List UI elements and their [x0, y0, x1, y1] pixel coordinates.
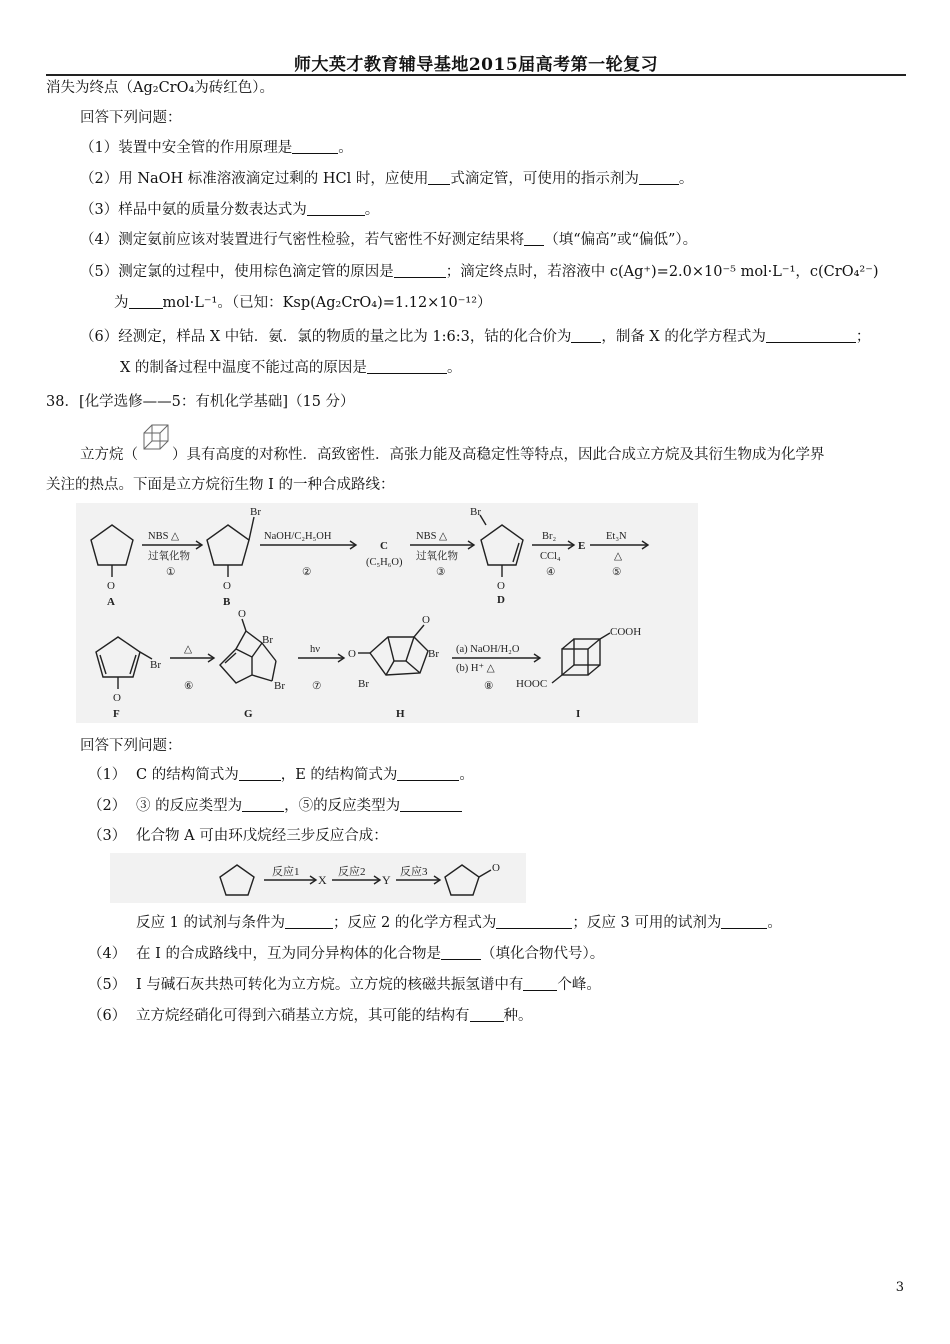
sub-number: （4） — [88, 946, 127, 962]
step6-number: ⑥ — [184, 681, 194, 692]
answer-blank[interactable] — [496, 914, 572, 929]
step4-number: ④ — [546, 567, 556, 578]
q37-continuation: 消失为终点（Ag₂CrO₄为砖红色）。 — [46, 80, 275, 96]
cyclopentane-ring — [220, 865, 254, 895]
step5-condition: △ — [614, 551, 623, 562]
q37-part6-text-b: ，制备 X 的化学方程式为 — [601, 329, 766, 345]
atom-Br: Br — [428, 648, 439, 660]
reaction3-label: 反应3 — [400, 866, 428, 878]
q38-sub3-text-b: ；反应 2 的化学方程式为 — [332, 915, 497, 931]
answer-blank[interactable] — [428, 170, 450, 185]
cyclopentanone-ring — [445, 865, 479, 895]
step8-number: ⑧ — [484, 681, 494, 692]
q37-part5 — [80, 262, 879, 282]
q38-intro-text-a: 立方烷（ — [80, 447, 138, 463]
q37-part2: （2）用 NaOH 标准溶液滴定过剩的 HCl 时，应使用 式滴定管，可使用的指示剂为 。 — [80, 171, 694, 187]
step3-reagent: NBS △ — [416, 531, 448, 542]
q38-sub6-text-a: 立方烷经硝化可得到六硝基立方烷，其可能的结构有 — [136, 1008, 470, 1024]
q37-part3-text: （3）样品中氨的质量分数表达式为 — [80, 202, 307, 218]
step7-reagent: hν — [310, 644, 320, 655]
sub-number: （3） — [88, 828, 127, 844]
q38-sub1-text-a: C 的结构简式为 — [136, 767, 239, 783]
cubane-icon — [138, 445, 172, 459]
answer-blank[interactable] — [394, 263, 446, 278]
step1-reagent: NBS △ — [148, 531, 180, 542]
sub-number: （5） — [88, 977, 127, 993]
answer-blank[interactable] — [470, 1007, 504, 1022]
answer-blank[interactable] — [285, 914, 333, 929]
cooh-group: COOH — [610, 626, 642, 638]
q38-sub3-text-a: 反应 1 的试剂与条件为 — [136, 915, 285, 931]
q38-intro-line2: 关注的热点。下面是立方烷衍生物 I 的一种合成路线： — [46, 477, 395, 493]
label-F: F — [113, 708, 120, 720]
atom-Br: Br — [150, 659, 161, 671]
atom-O: O — [238, 608, 246, 620]
answer-blank[interactable] — [129, 294, 163, 309]
atom-O: O — [107, 580, 115, 592]
compound-D-ring — [481, 525, 523, 565]
step8-reagent: (a) NaOH/H₂O — [456, 644, 520, 655]
intermediate-X: X — [318, 873, 327, 887]
answer-blank[interactable] — [571, 328, 601, 343]
label-H: H — [396, 708, 405, 720]
atom-O: O — [113, 692, 121, 704]
q38-sub4-text-b: （填化合物代号）。 — [480, 946, 605, 962]
q38-sub3-answers: 反应 1 的试剂与条件为 ；反应 2 的化学方程式为 ；反应 3 可用的试剂为 。 — [136, 915, 782, 931]
answer-blank[interactable] — [721, 914, 767, 929]
step3-number: ③ — [436, 567, 446, 578]
label-G: G — [244, 708, 253, 720]
q37-part1: （1）装置中安全管的作用原理是 。 — [80, 140, 353, 156]
q37-part4 — [80, 230, 697, 250]
q38-sub3-text-c: ；反应 3 可用的试剂为 — [572, 915, 722, 931]
q37-part5-text-b: ；滴定终点时，若溶液中 c(Ag⁺)=2.0×10⁻⁵ mol·L⁻¹，c(CrO₄²⁻) — [445, 264, 879, 280]
compound-H — [370, 637, 428, 675]
q38-sub3 — [88, 826, 388, 846]
label-A: A — [107, 596, 115, 608]
hooc-group: HOOC — [516, 678, 548, 690]
q38-sub5-text-a: I 与碱石灰共热可转化为立方烷。立方烷的核磁共振氢谱中有 — [136, 977, 524, 993]
page-number: 3 — [895, 1280, 904, 1295]
q37-part4-text-a: （4）测定氨前应该对装置进行气密性检验，若气密性不好测定结果将 — [80, 232, 525, 248]
atom-O: O — [422, 614, 430, 626]
label-D: D — [497, 594, 505, 606]
q38-sub4-text-a: 在 I 的合成路线中，互为同分异构体的化合物是 — [136, 946, 441, 962]
q38-intro-text-b: ）具有高度的对称性．高致密性．高张力能及高稳定性等特点，因此合成立方烷及其衍生物成为化学界 — [172, 447, 825, 463]
q38-intro-line1 — [80, 445, 825, 465]
answer-blank[interactable] — [239, 766, 281, 781]
atom-Br: Br — [262, 634, 273, 646]
answer-blank[interactable] — [367, 359, 447, 374]
atom-Br: Br — [274, 680, 285, 692]
atom-Br: Br — [250, 506, 261, 518]
answer-blank[interactable] — [307, 201, 365, 216]
label-C: C — [380, 540, 388, 552]
q37-part6: （6）经测定，样品 X 中钴．氨．氯的物质的量之比为 1:6:3，钴的化合价为 ，制备 X 的化学方程式为 ； — [80, 329, 871, 345]
q38-sub1: （1） C 的结构简式为 ，E 的结构简式为 。 — [88, 767, 474, 783]
q37-part2-text-a: （2）用 NaOH 标准溶液滴定过剩的 HCl 时，应使用 — [80, 171, 429, 187]
atom-Br: Br — [470, 506, 481, 518]
step7-number: ⑦ — [312, 681, 322, 692]
q38-sub6 — [88, 1006, 533, 1026]
step4-reagent: Br₂ — [542, 531, 557, 542]
step8-condition: (b) H⁺ △ — [456, 663, 495, 674]
q37-part3: （3）样品中氨的质量分数表达式为 。 — [80, 202, 380, 218]
q37-part6-text-c: X 的制备过程中温度不能过高的原因是 — [120, 360, 367, 376]
step6-reagent: △ — [184, 644, 193, 655]
q38-sub6-text-b: 种。 — [503, 1008, 533, 1024]
step1-condition: 过氧化物 — [148, 551, 190, 562]
answer-blank[interactable] — [639, 170, 679, 185]
q38-sub4 — [88, 944, 604, 964]
sub-number: （2） — [88, 798, 127, 814]
q38-sub2-text-a: ③ 的反应类型为 — [136, 798, 243, 814]
step3-condition: 过氧化物 — [416, 551, 458, 562]
step4-condition: CCl₄ — [540, 551, 561, 562]
q37-part6-cont: X 的制备过程中温度不能过高的原因是 。 — [120, 360, 462, 376]
label-I: I — [576, 708, 581, 720]
answer-blank[interactable] — [397, 766, 459, 781]
compound-B-ring — [207, 525, 249, 565]
answer-blank[interactable] — [524, 231, 544, 246]
answer-blank[interactable] — [400, 797, 462, 812]
reaction2-label: 反应2 — [338, 866, 366, 878]
synthesis-scheme — [76, 503, 698, 723]
step1-number: ① — [166, 567, 176, 578]
q37-part4-text-b: （填“偏高”或“偏低”）。 — [544, 232, 698, 248]
q38-sub5 — [88, 975, 601, 995]
step5-number: ⑤ — [612, 567, 622, 578]
answer-blank[interactable] — [441, 945, 481, 960]
q38-sub2-text-b: ，⑤的反应类型为 — [284, 798, 401, 814]
answer-blank[interactable] — [292, 139, 338, 154]
atom-O: O — [348, 648, 356, 660]
answer-blank[interactable] — [523, 976, 557, 991]
q37-prompt: 回答下列问题： — [80, 110, 182, 126]
three-step-scheme — [110, 853, 526, 903]
label-B: B — [223, 596, 231, 608]
answer-blank[interactable] — [242, 797, 284, 812]
q37-part6-text-a: （6）经测定，样品 X 中钴．氨．氯的物质的量之比为 1:6:3，钴的化合价为 — [80, 329, 572, 345]
q38-sub2 — [88, 796, 462, 816]
compound-G — [220, 649, 252, 683]
atom-O: O — [497, 580, 505, 592]
step2-number: ② — [302, 567, 312, 578]
q38-prompt: 回答下列问题： — [80, 738, 182, 754]
q37-part2-text-b: 式滴定管，可使用的指示剂为 — [450, 171, 639, 187]
q38-sub3-text: 化合物 A 可由环戊烷经三步反应合成： — [136, 828, 388, 844]
q37-part5-text-d: mol·L⁻¹。（已知：Ksp(Ag₂CrO₄)=1.12×10⁻¹²） — [162, 295, 492, 311]
q37-part5-cont — [114, 293, 492, 313]
sub-number: （6） — [88, 1008, 127, 1024]
sub-number: （1） — [88, 767, 127, 783]
atom-O: O — [492, 862, 500, 874]
compound-A-ring — [91, 525, 133, 565]
atom-O: O — [223, 580, 231, 592]
intermediate-Y: Y — [382, 873, 391, 887]
step2-reagent: NaOH/C₂H₅OH — [264, 531, 332, 542]
page-header: 师大英才教育辅导基地2015届高考第一轮复习 — [293, 55, 659, 75]
label-E: E — [578, 540, 586, 552]
reaction1-label: 反应1 — [272, 866, 300, 878]
atom-Br: Br — [358, 678, 369, 690]
step5-reagent: Et₃N — [606, 531, 627, 542]
q37-part1-text: （1）装置中安全管的作用原理是 — [80, 140, 293, 156]
q38-sub1-text-b: ，E 的结构简式为 — [280, 767, 398, 783]
q38-title: 38．[化学选修——5：有机化学基础]（15 分） — [46, 394, 355, 410]
q37-part5-text-c: 为 — [114, 295, 129, 311]
q38-sub5-text-b: 个峰。 — [557, 977, 601, 993]
c-formula: (C₅H₆O) — [366, 557, 403, 568]
compound-F-ring — [96, 637, 140, 677]
answer-blank[interactable] — [766, 328, 856, 343]
q37-part5-text-a: （5）测定氯的过程中，使用棕色滴定管的原因是 — [80, 264, 394, 280]
header-rule — [46, 74, 906, 76]
